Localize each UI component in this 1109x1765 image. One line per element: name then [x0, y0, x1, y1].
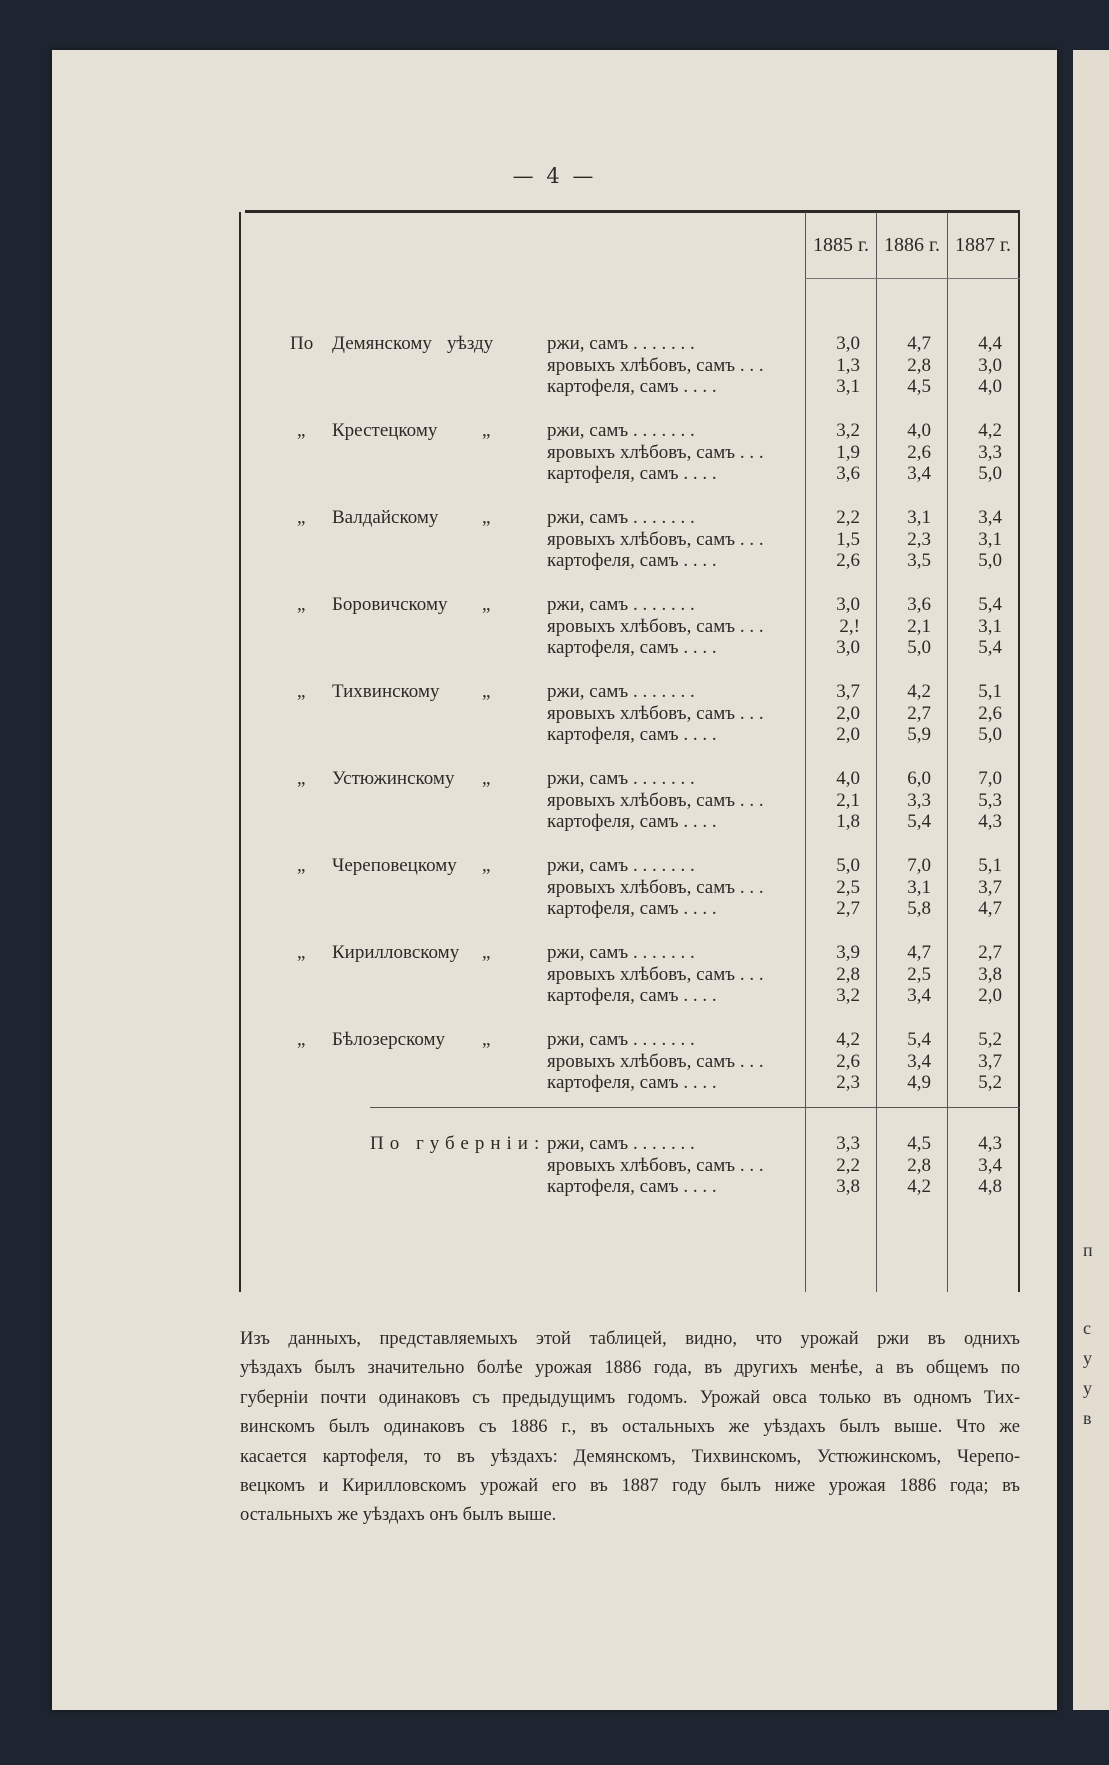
- leader-dots: . . . . . . .: [628, 507, 695, 528]
- leader-dots: . . . .: [678, 724, 717, 745]
- leader-dots: . . .: [735, 441, 764, 463]
- yield-value: 2,7: [907, 702, 931, 724]
- item-label: [547, 637, 717, 659]
- yield-value: 2,6: [836, 1050, 860, 1072]
- yield-value: 2,0: [836, 724, 860, 745]
- yield-value: 2,8: [907, 354, 931, 376]
- item-label: [547, 550, 717, 572]
- yield-value: 5,0: [836, 855, 860, 876]
- yield-value: 3,8: [978, 963, 1002, 985]
- district-prefix: „: [297, 768, 306, 789]
- yield-value: 4,2: [978, 420, 1002, 441]
- column-divider: [876, 212, 877, 1292]
- item-label: [547, 898, 717, 920]
- yield-value: 3,6: [907, 594, 931, 615]
- item-label: [547, 964, 764, 986]
- item-label: [547, 811, 717, 833]
- leader-dots: . . . . . . .: [628, 855, 695, 876]
- yield-value: 3,4: [907, 1050, 931, 1072]
- district-suffix: „: [482, 768, 491, 789]
- yield-value: 1,5: [836, 528, 860, 550]
- item-label: [547, 333, 695, 355]
- table-left-border: [239, 212, 241, 1292]
- yield-value: 3,0: [978, 354, 1002, 376]
- yield-value: 3,6: [836, 463, 860, 484]
- table-right-border: [1018, 212, 1020, 1292]
- leader-dots: . . .: [735, 963, 764, 985]
- adjacent-page-fragment: с: [1083, 1318, 1091, 1338]
- yield-value: 3,0: [836, 333, 860, 354]
- item-label-text: яровыхъ хлѣбовъ, самъ: [547, 441, 736, 463]
- yield-value: 4,0: [978, 376, 1002, 397]
- district-name: Бѣлозерскому: [332, 1029, 446, 1050]
- yield-value: 5,4: [978, 637, 1002, 658]
- leader-dots: . . .: [735, 1050, 764, 1072]
- item-label-text: картофеля, самъ: [547, 898, 679, 919]
- yield-value: 5,9: [907, 724, 931, 745]
- item-label: [547, 1176, 717, 1198]
- item-label-text: картофеля, самъ: [547, 811, 679, 832]
- yield-value: 2,6: [978, 702, 1002, 724]
- district-suffix: „: [482, 594, 491, 615]
- yield-value: 4,2: [836, 1029, 860, 1050]
- yield-value: 2,6: [907, 441, 931, 463]
- yield-value: 5,0: [978, 550, 1002, 571]
- item-label: [547, 703, 764, 725]
- item-label-text: картофеля, самъ: [547, 1072, 679, 1093]
- item-label: [547, 855, 695, 877]
- leader-dots: . . .: [735, 615, 764, 637]
- yield-value: 2,0: [978, 985, 1002, 1006]
- yield-value: 5,4: [907, 811, 931, 832]
- column-divider: [947, 212, 948, 1292]
- item-label: [547, 1133, 695, 1155]
- yield-value: 2,2: [836, 507, 860, 528]
- item-label: [547, 942, 695, 964]
- district-name: Череповецкому: [332, 855, 457, 876]
- item-label: [547, 724, 717, 746]
- item-label-text: яровыхъ хлѣбовъ, самъ: [547, 876, 736, 898]
- paragraph-line: касается картофеля, то въ уѣздахъ: Демянскомъ, Тихвинскомъ, Устюжинскомъ, Черепо-: [240, 1446, 1020, 1467]
- adjacent-page-fragment: в: [1083, 1408, 1092, 1428]
- item-label-text: ржи, самъ: [547, 420, 629, 441]
- yield-value: 3,7: [836, 681, 860, 702]
- district-name: Устюжинскому: [332, 768, 455, 789]
- item-label-text: яровыхъ хлѣбовъ, самъ: [547, 1050, 736, 1072]
- yield-value: 5,4: [978, 594, 1002, 615]
- table-top-rule: [245, 210, 1020, 213]
- item-label: [547, 616, 764, 638]
- yield-value: 5,0: [978, 463, 1002, 484]
- yield-value: 2,!: [839, 615, 860, 637]
- leader-dots: . . . . . . .: [628, 1029, 695, 1050]
- yield-value: 1,8: [836, 811, 860, 832]
- item-label-text: яровыхъ хлѣбовъ, самъ: [547, 528, 736, 550]
- yield-value: 2,3: [836, 1072, 860, 1093]
- total-value: 3,4: [978, 1154, 1002, 1176]
- yield-value: 2,5: [836, 876, 860, 898]
- yield-value: 6,0: [907, 768, 931, 789]
- yield-value: 5,1: [978, 855, 1002, 876]
- paragraph-line: вецкомъ и Кирилловскомъ урожай его въ 1887 году былъ ниже урожая 1886 года; въ: [240, 1476, 1020, 1497]
- yield-value: 2,8: [836, 963, 860, 985]
- yield-value: 4,0: [836, 768, 860, 789]
- item-label-text: яровыхъ хлѣбовъ, самъ: [547, 702, 736, 724]
- yield-value: 2,5: [907, 963, 931, 985]
- item-label-text: картофеля, самъ: [547, 550, 679, 571]
- item-label: [547, 463, 717, 485]
- district-name: Кирилловскому: [332, 942, 460, 963]
- yield-value: 3,3: [978, 441, 1002, 463]
- leader-dots: . . . .: [678, 811, 717, 832]
- document-page: [52, 50, 1057, 1710]
- item-label-text: яровыхъ хлѣбовъ, самъ: [547, 963, 736, 985]
- yield-value: 4,7: [907, 333, 931, 354]
- total-label: По губерніи:: [370, 1133, 546, 1154]
- district-suffix: „: [482, 420, 491, 441]
- district-name: Тихвинскому: [332, 681, 440, 702]
- item-label: [547, 1029, 695, 1051]
- yield-value: 4,2: [907, 681, 931, 702]
- item-label: [547, 790, 764, 812]
- yield-value: 4,5: [907, 376, 931, 397]
- item-label: [547, 1155, 764, 1177]
- district-prefix: „: [297, 507, 306, 528]
- item-label-text: ржи, самъ: [547, 333, 629, 354]
- item-label-text: ржи, самъ: [547, 507, 629, 528]
- yield-value: 5,8: [907, 898, 931, 919]
- paragraph-line: губерніи почти одинаковъ съ предыдущимъ годомъ. Урожай овса только въ одномъ Тих-: [240, 1387, 1020, 1408]
- leader-dots: . . .: [735, 789, 764, 811]
- yield-value: 2,3: [907, 528, 931, 550]
- district-name: Валдайскому: [332, 507, 439, 528]
- leader-dots: . . .: [735, 528, 764, 550]
- adjacent-page-fragment: у: [1083, 1348, 1092, 1368]
- district-prefix: „: [297, 681, 306, 702]
- leader-dots: . . . .: [678, 1072, 717, 1093]
- yield-value: 4,7: [907, 942, 931, 963]
- header-rule: [805, 278, 1020, 279]
- leader-dots: . . . .: [678, 898, 717, 919]
- district-name: Демянскому: [332, 333, 432, 354]
- leader-dots: . . . .: [678, 376, 717, 397]
- item-label: [547, 1051, 764, 1073]
- leader-dots: . . .: [735, 702, 764, 724]
- district-prefix: По: [290, 333, 314, 354]
- leader-dots: . . . .: [678, 637, 717, 658]
- adjacent-page-fragment: п: [1083, 1240, 1093, 1260]
- paragraph-line: винскомъ былъ одинаковъ съ 1886 г., въ остальныхъ же уѣздахъ былъ выше. Что же: [240, 1417, 1020, 1438]
- item-label: [547, 355, 764, 377]
- leader-dots: . . . . . . .: [628, 681, 695, 702]
- page-number: — 4 —: [512, 164, 597, 188]
- item-label-text: картофеля, самъ: [547, 985, 679, 1006]
- district-prefix: „: [297, 594, 306, 615]
- yield-value: 3,1: [907, 507, 931, 528]
- yield-value: 5,2: [978, 1072, 1002, 1093]
- item-label-text: картофеля, самъ: [547, 637, 679, 658]
- item-label-text: ржи, самъ: [547, 681, 629, 702]
- adjacent-page-fragment: у: [1083, 1378, 1092, 1398]
- item-label-text: яровыхъ хлѣбовъ, самъ: [547, 1154, 736, 1176]
- item-label-text: ржи, самъ: [547, 855, 629, 876]
- item-label-text: ржи, самъ: [547, 942, 629, 963]
- item-label: [547, 768, 695, 790]
- yield-value: 3,0: [836, 594, 860, 615]
- leader-dots: . . . . . . .: [628, 942, 695, 963]
- leader-dots: . . . . . . .: [628, 1133, 695, 1154]
- yield-value: 2,1: [907, 615, 931, 637]
- leader-dots: . . . .: [678, 985, 717, 1006]
- district-suffix: „: [482, 507, 491, 528]
- yield-value: 3,5: [907, 550, 931, 571]
- yield-value: 3,7: [978, 876, 1002, 898]
- paragraph-line: остальныхъ же уѣздахъ онъ былъ выше.: [240, 1505, 557, 1526]
- paragraph-line: Изъ данныхъ, представляемыхъ этой таблицей, видно, что урожай ржи въ однихъ: [240, 1329, 1020, 1349]
- total-value: 4,2: [907, 1176, 931, 1197]
- yield-value: 3,2: [836, 985, 860, 1006]
- item-label: [547, 420, 695, 442]
- year-header: 1887 г.: [955, 234, 1011, 256]
- item-label: [547, 1072, 717, 1094]
- yield-value: 3,7: [978, 1050, 1002, 1072]
- leader-dots: . . . .: [678, 463, 717, 484]
- adjacent-page: [1073, 50, 1109, 1710]
- item-label-text: картофеля, самъ: [547, 724, 679, 745]
- item-label: [547, 529, 764, 551]
- district-name: Боровичскому: [332, 594, 448, 615]
- total-value: 3,3: [836, 1133, 860, 1154]
- district-suffix: „: [482, 942, 491, 963]
- district-name: Крестецкому: [332, 420, 438, 441]
- yield-value: 2,6: [836, 550, 860, 571]
- yield-value: 4,7: [978, 898, 1002, 919]
- leader-dots: . . .: [735, 1154, 764, 1176]
- yield-value: 1,9: [836, 441, 860, 463]
- item-label: [547, 985, 717, 1007]
- item-label-text: ржи, самъ: [547, 1133, 629, 1154]
- yield-value: 4,3: [978, 811, 1002, 832]
- leader-dots: . . . .: [678, 1176, 717, 1197]
- yield-value: 5,0: [978, 724, 1002, 745]
- district-prefix: „: [297, 942, 306, 963]
- total-separator: [370, 1107, 1020, 1108]
- item-label-text: ржи, самъ: [547, 768, 629, 789]
- leader-dots: . . . .: [678, 550, 717, 571]
- year-header: 1885 г.: [813, 234, 869, 256]
- item-label: [547, 877, 764, 899]
- item-label-text: ржи, самъ: [547, 594, 629, 615]
- item-label-text: яровыхъ хлѣбовъ, самъ: [547, 615, 736, 637]
- item-label-text: ржи, самъ: [547, 1029, 629, 1050]
- yield-value: 3,9: [836, 942, 860, 963]
- item-label-text: яровыхъ хлѣбовъ, самъ: [547, 354, 736, 376]
- yield-value: 5,2: [978, 1029, 1002, 1050]
- yield-value: 5,3: [978, 789, 1002, 811]
- district-prefix: „: [297, 420, 306, 441]
- district-suffix: „: [482, 1029, 491, 1050]
- yield-value: 1,3: [836, 354, 860, 376]
- item-label-text: яровыхъ хлѣбовъ, самъ: [547, 789, 736, 811]
- leader-dots: . . . . . . .: [628, 420, 695, 441]
- item-label: [547, 376, 717, 398]
- item-label-text: картофеля, самъ: [547, 1176, 679, 1197]
- yield-value: 5,0: [907, 637, 931, 658]
- leader-dots: . . . . . . .: [628, 333, 695, 354]
- item-label: [547, 594, 695, 616]
- leader-dots: . . .: [735, 876, 764, 898]
- item-label: [547, 442, 764, 464]
- district-prefix: „: [297, 855, 306, 876]
- yield-value: 3,2: [836, 420, 860, 441]
- item-label: [547, 507, 695, 529]
- yield-value: 4,4: [978, 333, 1002, 354]
- yield-value: 3,1: [907, 876, 931, 898]
- yield-value: 3,4: [978, 507, 1002, 528]
- commentary-paragraph: [240, 1325, 1020, 1531]
- yield-value: 3,1: [836, 376, 860, 397]
- yield-value: 2,0: [836, 702, 860, 724]
- yield-value: 5,4: [907, 1029, 931, 1050]
- item-label-text: картофеля, самъ: [547, 376, 679, 397]
- column-divider: [805, 212, 806, 1292]
- district-suffix: уѣзду: [447, 333, 494, 354]
- yield-value: 3,1: [978, 528, 1002, 550]
- year-header: 1886 г.: [884, 234, 940, 256]
- total-value: 2,8: [907, 1154, 931, 1176]
- district-suffix: „: [482, 855, 491, 876]
- leader-dots: . . .: [735, 354, 764, 376]
- yield-value: 2,7: [978, 942, 1002, 963]
- yield-value: 2,7: [836, 898, 860, 919]
- total-value: 2,2: [836, 1154, 860, 1176]
- leader-dots: . . . . . . .: [628, 594, 695, 615]
- yield-value: 4,9: [907, 1072, 931, 1093]
- total-value: 4,3: [978, 1133, 1002, 1154]
- yield-value: 3,1: [978, 615, 1002, 637]
- yield-value: 7,0: [978, 768, 1002, 789]
- item-label-text: картофеля, самъ: [547, 463, 679, 484]
- yield-value: 7,0: [907, 855, 931, 876]
- leader-dots: . . . . . . .: [628, 768, 695, 789]
- total-value: 3,8: [836, 1176, 860, 1197]
- total-value: 4,8: [978, 1176, 1002, 1197]
- yield-value: 3,4: [907, 985, 931, 1006]
- paragraph-line: уѣздахъ былъ значительно болѣе урожая 1886 года, въ другихъ менѣе, а въ общемъ по: [240, 1358, 1020, 1379]
- district-suffix: „: [482, 681, 491, 702]
- yield-value: 3,0: [836, 637, 860, 658]
- yield-value: 3,3: [907, 789, 931, 811]
- yield-value: 2,1: [836, 789, 860, 811]
- total-value: 4,5: [907, 1133, 931, 1154]
- yield-value: 5,1: [978, 681, 1002, 702]
- district-prefix: „: [297, 1029, 306, 1050]
- item-label: [547, 681, 695, 703]
- yield-value: 4,0: [907, 420, 931, 441]
- yield-value: 3,4: [907, 463, 931, 484]
